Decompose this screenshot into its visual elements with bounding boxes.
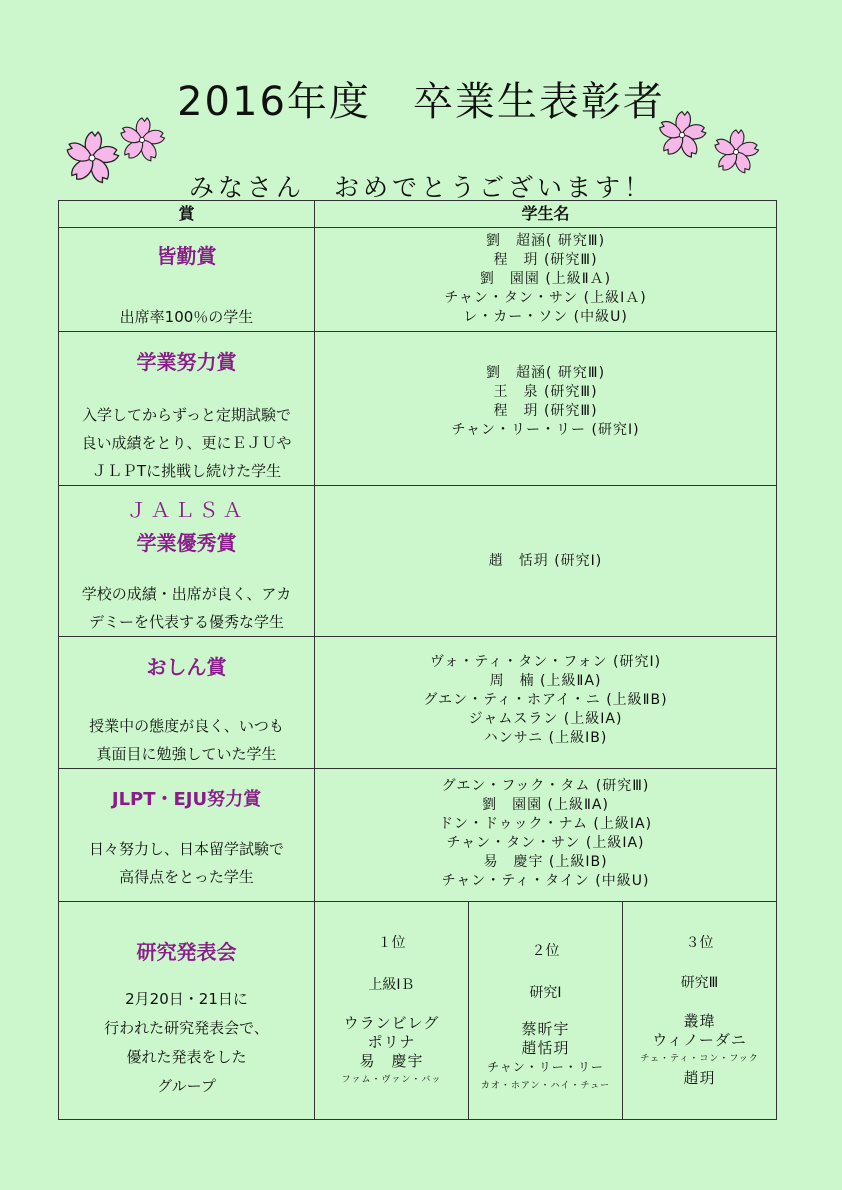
award-name: 皆勤賞 <box>156 244 217 268</box>
student-name: チャン・リー・リー (研究Ⅰ) <box>451 422 640 438</box>
award-name: 研究発表会 <box>136 940 237 964</box>
group-class: 研究Ⅲ <box>680 975 719 991</box>
student-name: 劉 超涵( 研究Ⅲ) <box>486 233 606 249</box>
student-name: 劉 超涵( 研究Ⅲ) <box>486 365 606 381</box>
award-description: 出席率100％の学生 <box>119 308 254 326</box>
student-name: 王 泉 (研究Ⅲ) <box>493 384 598 400</box>
award-column-header: 賞 <box>59 201 315 228</box>
group-member: 叢瑋 <box>683 1012 716 1030</box>
award-description-line: 行われた研究発表会で、 <box>104 1019 269 1037</box>
award-name: JLPT・EJU努力賞 <box>111 789 262 810</box>
group-member: 趙恬玥 <box>521 1039 570 1057</box>
student-name: チャン・タン・サン (上級ⅠＡ) <box>444 290 647 306</box>
student-name: 周 楠 (上級ⅡA) <box>489 673 602 689</box>
student-name: ドン・ドゥック・ナム (上級ⅠA) <box>439 816 653 832</box>
award-description-line: 優れた発表をした <box>126 1048 247 1066</box>
award-description-line: グループ <box>157 1077 216 1095</box>
place-1-cell <box>315 902 469 1120</box>
group-member: 蔡昕宇 <box>521 1020 570 1038</box>
group-class: 研究Ⅰ <box>529 985 562 1001</box>
award-description-line: 授業中の態度が良く、いつも <box>89 717 284 735</box>
students-cell <box>315 769 777 902</box>
place-2-cell <box>469 902 623 1120</box>
award-description-line: 良い成績をとり、更にＥＪＵや <box>81 434 292 452</box>
group-member: チャン・リー・リー <box>487 1060 604 1074</box>
award-cell <box>59 486 315 637</box>
award-cell <box>59 902 315 1120</box>
students-cell <box>315 637 777 769</box>
student-name: ハンサニ (上級ⅠB) <box>483 730 608 746</box>
group-member: チェ・ティ・コン・フック <box>640 1054 759 1064</box>
group-member: ポリナ <box>367 1033 416 1051</box>
student-name: 易 慶宇 (上級ⅠB) <box>483 854 608 870</box>
award-org-name: ＪＡＬＳＡ <box>126 498 247 522</box>
award-name: 学業優秀賞 <box>136 531 237 555</box>
students-cell <box>315 332 777 486</box>
student-name: 程 玥 (研究Ⅲ) <box>493 403 598 419</box>
student-name: チャン・ティ・タイン (中級U) <box>441 873 650 889</box>
award-description-line: 学校の成績・出席が良く、アカ <box>81 585 292 603</box>
student-name: レ・カー・ソン (中級U) <box>463 309 628 325</box>
student-name: グエン・フック・タム (研究Ⅲ) <box>441 778 650 794</box>
award-cell <box>59 637 315 769</box>
award-cell <box>59 228 315 332</box>
award-cell <box>59 769 315 902</box>
student-name: ヴォ・ティ・タン・フォン (研究Ⅰ) <box>429 654 662 670</box>
group-member: カオ・ホアン・ハイ・チュー <box>480 1081 611 1091</box>
students-cell <box>315 486 777 637</box>
student-name: チャン・タン・サン (上級ⅠA) <box>446 835 645 851</box>
student-name: 趙 恬玥 (研究Ⅰ) <box>488 552 603 569</box>
student-name: 劉 園園 (上級ⅡＡ) <box>479 271 612 287</box>
award-cell <box>59 332 315 486</box>
student-name: ジャムスラン (上級ⅠA) <box>468 711 623 727</box>
student-name: 劉 園園 (上級ⅡA) <box>482 797 609 813</box>
award-description-line: デミーを代表する優秀な学生 <box>88 613 284 631</box>
rank-label: １位 <box>377 935 406 951</box>
student-name: 程 玥 (研究Ⅲ) <box>493 252 598 268</box>
award-description-line: 高得点をとった学生 <box>119 868 254 886</box>
group-member: ウランビレグ <box>343 1014 440 1032</box>
award-description-line: 日々努力し、日本留学試験で <box>88 840 284 858</box>
award-description-line: ＪＬＰTに挑戦し続けた学生 <box>91 462 282 480</box>
rank-label: ３位 <box>685 935 714 951</box>
students-column-header: 学生名 <box>315 201 777 228</box>
group-member: ウィノーダニ <box>652 1031 747 1049</box>
rank-label: ２位 <box>531 943 560 959</box>
award-description-line: 入学してからずっと定期試験で <box>81 406 292 424</box>
award-name: 学業努力賞 <box>136 350 237 374</box>
group-member: 易 慶宇 <box>359 1052 424 1070</box>
student-name: グエン・ティ・ホアイ・ニ (上級ⅡB) <box>423 692 668 708</box>
group-class: 上級ⅠＢ <box>368 977 415 993</box>
award-description-line: 2月20日・21日に <box>125 990 248 1008</box>
students-cell <box>315 228 777 332</box>
award-description-line: 真面目に勉強していた学生 <box>96 745 277 763</box>
subtitle: みなさん おめでとうございます！ <box>188 173 653 202</box>
place-3-cell <box>623 902 777 1120</box>
group-member: ファム・ヴァン・バッ <box>341 1075 442 1085</box>
award-name: おしん賞 <box>146 655 227 679</box>
group-member: 趙玥 <box>683 1069 716 1087</box>
awards-table <box>58 200 777 1120</box>
page-title: 2016年度 卒業生表彰者 <box>177 79 665 125</box>
